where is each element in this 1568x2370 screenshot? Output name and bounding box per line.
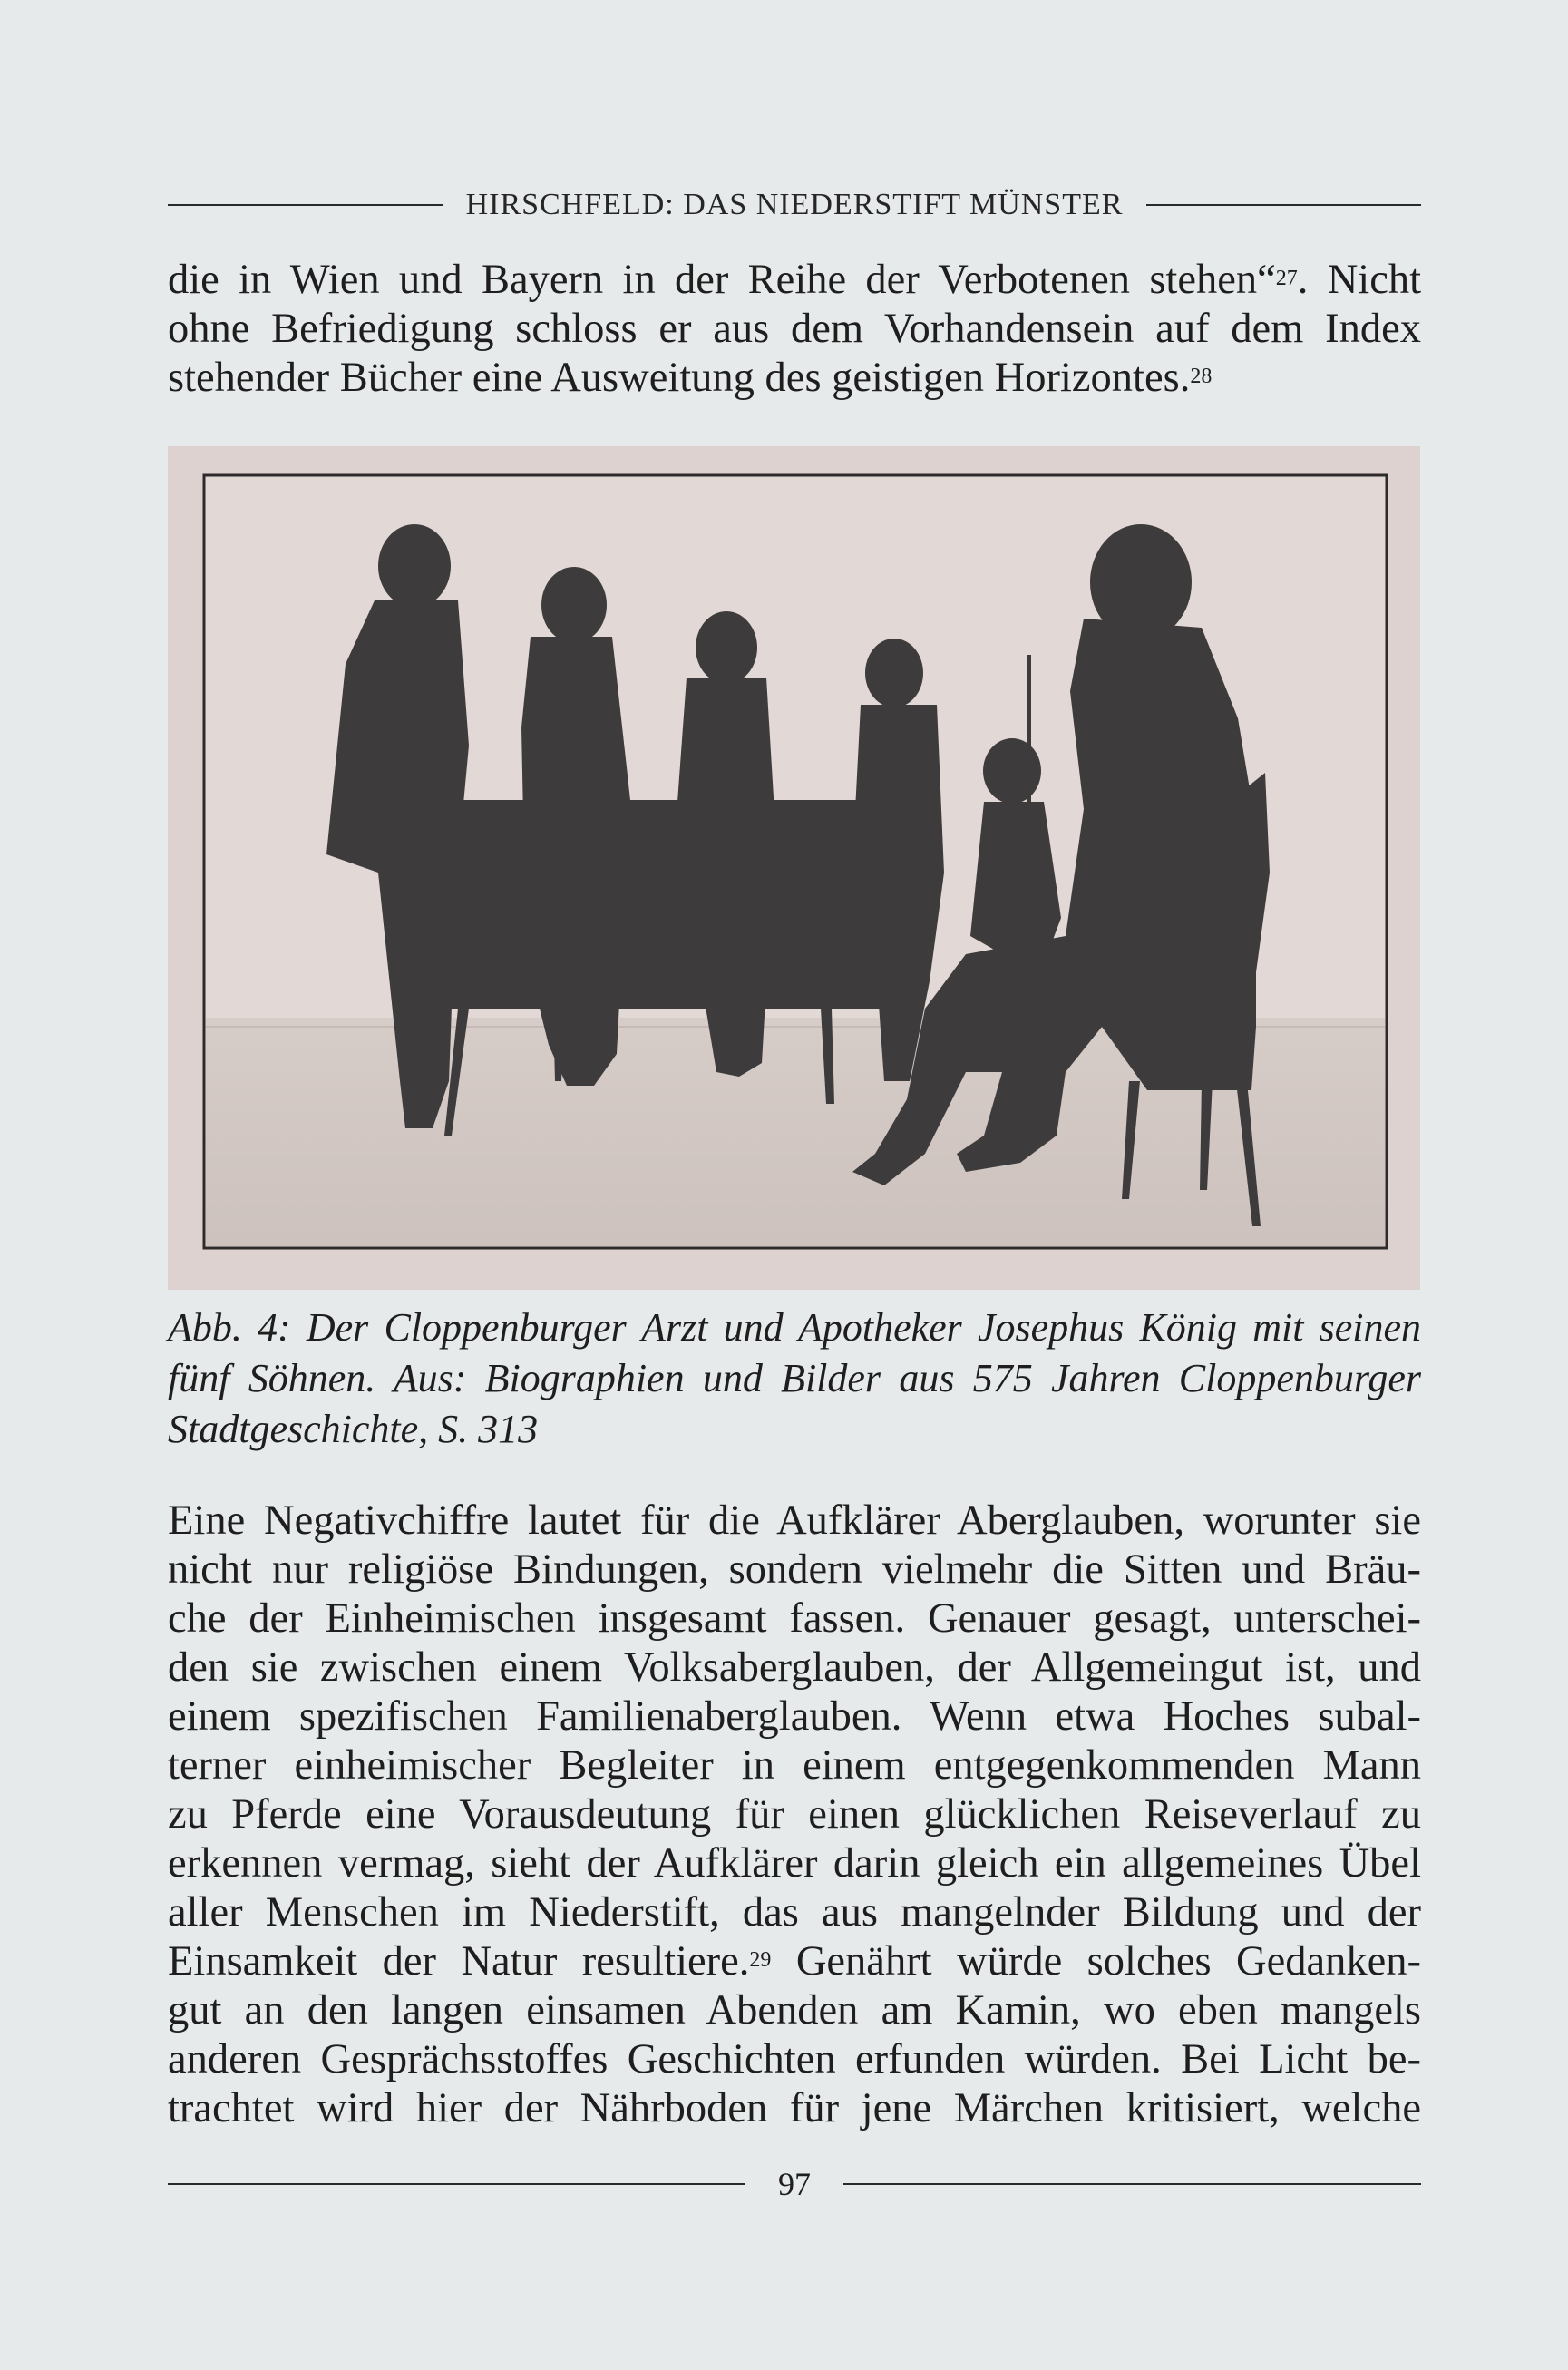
- text-line: zu Pferde eine Vorausdeutung für einen glücklichen Reiseverlauf zu: [168, 1791, 1421, 1838]
- footer-rule-left: [168, 2183, 745, 2185]
- text-line: die in Wien und Bayern in der Reihe der Verbotenen stehen“$^{27}$. Nicht: [168, 257, 1422, 303]
- page-footer: [168, 2157, 1421, 2211]
- text-line: erkennen vermag, sieht der Aufklärer darin gleich ein allgemeines Übel: [168, 1840, 1421, 1887]
- caption-line: fünf Söhnen. Aus: Biographien und Bilder aus 575 Jahren Cloppenburger: [168, 1356, 1421, 1400]
- top-paragraph: [168, 256, 1421, 403]
- text-line: gut an den langen einsamen Abenden am Kamin, wo eben mangels: [168, 1987, 1421, 2034]
- text-line: Einsamkeit der Natur resultiere.$^{29}$ Genährt würde solches Gedanken-: [168, 1938, 1421, 1985]
- running-header: [168, 178, 1421, 232]
- text-line: ohne Befriedigung schloss er aus dem Vorhandensein auf dem Index: [168, 306, 1421, 352]
- header-rule-right: [1146, 204, 1421, 206]
- text-line: aller Menschen im Niederstift, das aus mangelnder Bildung und der: [168, 1889, 1421, 1936]
- footnote-ref[interactable]: 29: [749, 1948, 772, 1972]
- text-line: anderen Gesprächsstoffes Geschichten erfunden würden. Bei Licht be-: [168, 2036, 1421, 2082]
- text-line: terner einheimischer Begleiter in einem entgegenkommenden Mann: [168, 1742, 1421, 1789]
- text-line: trachtet wird hier der Nährboden für jene Märchen kritisiert, welche: [168, 2085, 1421, 2131]
- body-paragraph: [168, 1497, 1421, 2133]
- text-line: stehender Bücher eine Ausweitung des geistigen Horizontes.$^{28}$: [168, 355, 1213, 401]
- text-line: den sie zwischen einem Volksaberglauben, der Allgemeingut ist, und: [168, 1644, 1421, 1691]
- silhouette-portrait-image: [168, 446, 1420, 1290]
- figure-caption: [168, 1302, 1421, 1455]
- header-rule-left: [168, 204, 443, 206]
- page-number: 97: [778, 2166, 811, 2202]
- text-line: Eine Negativchiffre lautet für die Aufklärer Aberglauben, worunter sie: [168, 1497, 1421, 1544]
- text-line: nicht nur religiöse Bindungen, sondern vielmehr die Sitten und Bräu-: [168, 1546, 1421, 1593]
- text-line: che der Einheimischen insgesamt fassen. Genauer gesagt, unterschei-: [168, 1595, 1421, 1642]
- footer-rule-right: [843, 2183, 1421, 2185]
- text-line: einem spezifischen Familienaberglauben. Wenn etwa Hoches subal-: [168, 1693, 1421, 1740]
- running-title: HIRSCHFELD: DAS NIEDERSTIFT MÜNSTER: [465, 188, 1124, 221]
- footnote-ref[interactable]: 28: [1190, 365, 1213, 388]
- caption-line: Abb. 4: Der Cloppenburger Arzt und Apotheker Josephus König mit seinen: [168, 1305, 1421, 1350]
- caption-line: Stadtgeschichte, S. 313: [168, 1407, 539, 1451]
- footnote-ref[interactable]: 27: [1275, 267, 1298, 290]
